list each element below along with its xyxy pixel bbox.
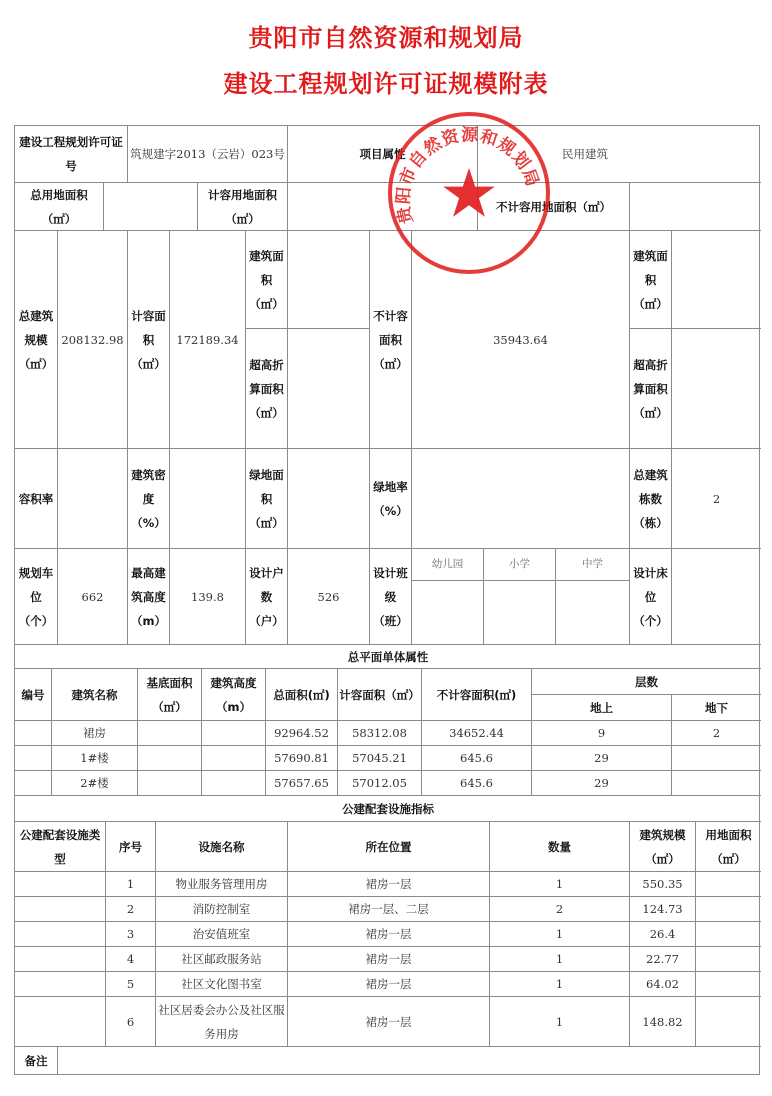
col-floors-above: 地上 (531, 694, 671, 720)
total-scale-value: 208132.98 (57, 230, 127, 448)
facility-quantity: 1 (489, 921, 629, 946)
col-facility-type: 公建配套设施类型 (15, 821, 105, 871)
building-base-area (137, 745, 201, 770)
facility-build-scale: 22.77 (629, 946, 695, 971)
green-area-value (287, 448, 369, 548)
col-location: 所在位置 (287, 821, 489, 871)
project-attr-value: 民用建筑 (477, 126, 761, 182)
total-scale-label: 总建筑规模（㎡） (15, 230, 57, 448)
facility-seq: 3 (105, 921, 155, 946)
building-floors-below (671, 745, 761, 770)
building-total-area: 57690.81 (265, 745, 337, 770)
building-height (201, 770, 265, 795)
building-floors-below: 2 (671, 720, 761, 745)
table-row (15, 871, 105, 896)
table-row (15, 971, 105, 996)
over-height-label: 超高折算面积（㎡） (245, 328, 287, 448)
table-row (15, 946, 105, 971)
max-height-value: 139.8 (169, 548, 245, 644)
building-height (201, 720, 265, 745)
building-base-area (137, 720, 201, 745)
facility-build-scale: 124.73 (629, 896, 695, 921)
col-building-name: 建筑名称 (51, 668, 137, 720)
building-floors-above: 29 (531, 770, 671, 795)
col-seq: 序号 (105, 821, 155, 871)
table-row (15, 996, 105, 1046)
build-area-value (287, 230, 369, 328)
school-kindergarten-value (411, 580, 483, 644)
facility-quantity: 1 (489, 971, 629, 996)
classes-label: 设计班级（班） (369, 548, 411, 644)
build-area-value-2 (671, 230, 761, 328)
counted-area-value: 172189.34 (169, 230, 245, 448)
facility-quantity: 2 (489, 896, 629, 921)
table-row (15, 921, 105, 946)
uncounted-land-label: 不计容用地面积（㎡） (477, 182, 629, 230)
far-label: 容积率 (15, 448, 57, 548)
facility-name: 社区文化图书室 (155, 971, 287, 996)
building-uncounted-area: 34652.44 (421, 720, 531, 745)
col-total-area: 总面积(㎡) (265, 668, 337, 720)
col-no: 编号 (15, 668, 51, 720)
document-subtitle: 建设工程规划许可证规模附表 (223, 70, 549, 98)
table-row (15, 720, 51, 745)
col-height: 建筑高度（m） (201, 668, 265, 720)
col-build-scale: 建筑规模（㎡） (629, 821, 695, 871)
facility-build-scale: 26.4 (629, 921, 695, 946)
col-land-area: 用地面积（㎡） (695, 821, 761, 871)
col-floors: 层数 (531, 668, 761, 694)
facility-seq: 4 (105, 946, 155, 971)
facility-seq: 6 (105, 996, 155, 1046)
building-floors-above: 9 (531, 720, 671, 745)
facility-seq: 2 (105, 896, 155, 921)
table-row (15, 896, 105, 921)
facility-name: 消防控制室 (155, 896, 287, 921)
school-primary-value (483, 580, 555, 644)
facility-location: 裙房一层、二层 (287, 896, 489, 921)
facility-land-area (695, 971, 761, 996)
building-height (201, 745, 265, 770)
facility-quantity: 1 (489, 946, 629, 971)
building-counted-area: 58312.08 (337, 720, 421, 745)
facility-name: 物业服务管理用房 (155, 871, 287, 896)
uncounted-area-value: 35943.64 (411, 230, 629, 448)
density-value (169, 448, 245, 548)
green-rate-label: 绿地率（%） (369, 448, 411, 548)
build-area-label: 建筑面积（㎡） (245, 230, 287, 328)
building-counted-area: 57045.21 (337, 745, 421, 770)
col-base-area: 基底面积（㎡） (137, 668, 201, 720)
facility-land-area (695, 871, 761, 896)
facility-location: 裙房一层 (287, 871, 489, 896)
facility-land-area (695, 946, 761, 971)
beds-value (671, 548, 761, 644)
school-kindergarten: 幼儿园 (411, 548, 483, 580)
uncounted-area-label: 不计容面积（㎡） (369, 230, 411, 448)
facility-land-area (695, 996, 761, 1046)
permit-label: 建设工程规划许可证号 (19, 135, 123, 173)
green-rate-value (411, 448, 629, 548)
build-area-label-2: 建筑面积（㎡） (629, 230, 671, 328)
facilities-section-title: 公建配套设施指标 (15, 795, 761, 821)
remarks-label: 备注 (15, 1046, 57, 1074)
green-area-label: 绿地面积（㎡） (245, 448, 287, 548)
building-floors-below (671, 770, 761, 795)
building-uncounted-area: 645.6 (421, 745, 531, 770)
school-middle-value (555, 580, 629, 644)
building-total-area: 92964.52 (265, 720, 337, 745)
facility-name: 治安值班室 (155, 921, 287, 946)
school-primary: 小学 (483, 548, 555, 580)
col-uncounted-area: 不计容面积(㎡) (421, 668, 531, 720)
buildings-section-title: 总平面单体属性 (15, 644, 761, 668)
building-base-area (137, 770, 201, 795)
bldg-count-label: 总建筑栋数（栋） (629, 448, 671, 548)
facility-quantity: 1 (489, 871, 629, 896)
counted-land-value (287, 182, 477, 230)
density-label: 建筑密度（%） (127, 448, 169, 548)
parking-value: 662 (57, 548, 127, 644)
col-floors-below: 地下 (671, 694, 761, 720)
document-title: 贵阳市自然资源和规划局 (248, 24, 524, 52)
table-row (15, 745, 51, 770)
table-row (15, 770, 51, 795)
facility-build-scale: 550.35 (629, 871, 695, 896)
school-middle: 中学 (555, 548, 629, 580)
counted-land-label: 计容用地面积（㎡） (197, 182, 287, 230)
seal-text: 贵阳市自然资源和规划局 (393, 125, 543, 226)
bldg-count-value: 2 (671, 448, 761, 548)
table-frame (14, 125, 760, 1075)
total-land-value (103, 182, 197, 230)
building-uncounted-area: 645.6 (421, 770, 531, 795)
uncounted-land-value (629, 182, 761, 230)
counted-area-label: 计容面积（㎡） (127, 230, 169, 448)
facility-location: 裙房一层 (287, 971, 489, 996)
building-name: 1#楼 (51, 745, 137, 770)
col-counted-area: 计容面积（㎡） (337, 668, 421, 720)
beds-label: 设计床位（个） (629, 548, 671, 644)
total-land-label: 总用地面积（㎡） (15, 182, 103, 230)
building-total-area: 57657.65 (265, 770, 337, 795)
col-quantity: 数量 (489, 821, 629, 871)
facility-seq: 1 (105, 871, 155, 896)
parking-label: 规划车位（个） (15, 548, 57, 644)
facility-location: 裙房一层 (287, 996, 489, 1046)
permit-value: 筑规建字2013（云岩）023号 (127, 126, 287, 182)
building-name: 2#楼 (51, 770, 137, 795)
remarks-value (57, 1046, 761, 1074)
facility-build-scale: 64.02 (629, 971, 695, 996)
units-value: 526 (287, 548, 369, 644)
facility-name: 社区居委会办公及社区服务用房 (155, 996, 287, 1046)
project-attr-label: 项目属性 (287, 126, 477, 182)
facility-location: 裙房一层 (287, 921, 489, 946)
facility-quantity: 1 (489, 996, 629, 1046)
over-height-value-2 (671, 328, 761, 448)
max-height-label: 最高建筑高度（m） (127, 548, 169, 644)
building-name: 裙房 (51, 720, 137, 745)
building-floors-above: 29 (531, 745, 671, 770)
facility-name: 社区邮政服务站 (155, 946, 287, 971)
facility-land-area (695, 921, 761, 946)
facility-location: 裙房一层 (287, 946, 489, 971)
col-facility-name: 设施名称 (155, 821, 287, 871)
building-counted-area: 57012.05 (337, 770, 421, 795)
over-height-label-2: 超高折算面积（㎡） (629, 328, 671, 448)
facility-land-area (695, 896, 761, 921)
facility-seq: 5 (105, 971, 155, 996)
over-height-value (287, 328, 369, 448)
units-label: 设计户数（户） (245, 548, 287, 644)
facility-build-scale: 148.82 (629, 996, 695, 1046)
far-value (57, 448, 127, 548)
